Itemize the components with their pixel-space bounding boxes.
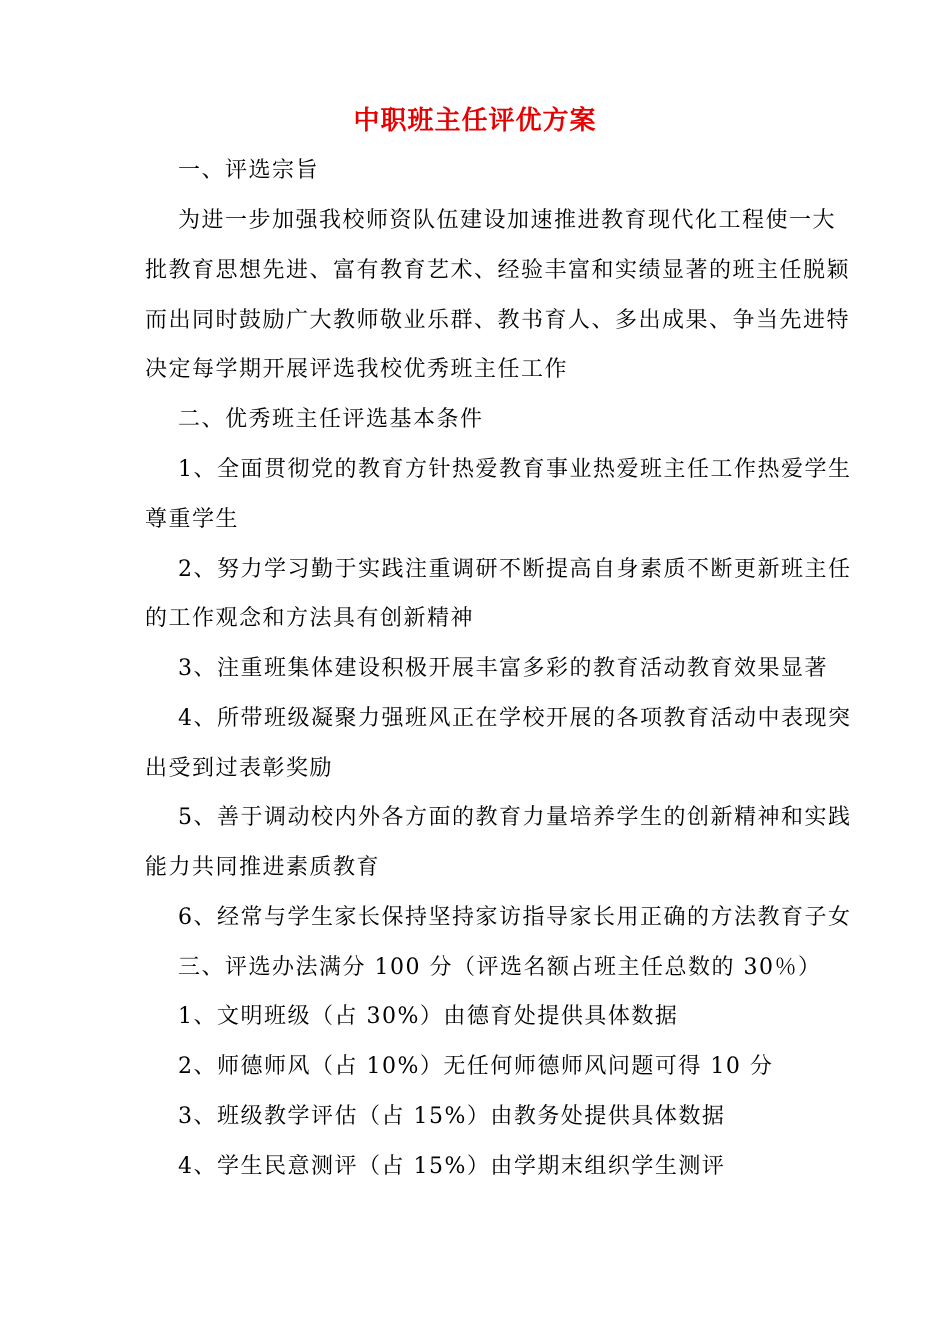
section-heading-method: 三、评选办法满分 100 分（评选名额占班主任总数的 30％） bbox=[178, 955, 822, 980]
list-item-line: 1、文明班级（占 30%）由德育处提供具体数据 bbox=[178, 1004, 679, 1029]
section-heading-conditions: 二、优秀班主任评选基本条件 bbox=[178, 407, 484, 432]
list-item-line: 2、努力学习勤于实践注重调研不断提高自身素质不断更新班主任 bbox=[178, 557, 852, 582]
section-heading-purpose: 一、评选宗旨 bbox=[178, 158, 320, 183]
paragraph-line: 而出同时鼓励广大教师敬业乐群、教书育人、多出成果、争当先进特 bbox=[145, 308, 851, 333]
list-item-line: 6、经常与学生家长保持坚持家访指导家长用正确的方法教育子女 bbox=[178, 905, 852, 930]
list-item-line: 的工作观念和方法具有创新精神 bbox=[145, 606, 475, 631]
list-item-line: 3、班级教学评估（占 15%）由教务处提供具体数据 bbox=[178, 1104, 726, 1129]
paragraph-line: 决定每学期开展评选我校优秀班主任工作 bbox=[145, 357, 569, 382]
paragraph-line: 为进一步加强我校师资队伍建设加速推进教育现代化工程使一大 bbox=[178, 208, 837, 233]
list-item-line: 2、师德师风（占 10%）无任何师德师风问题可得 10 分 bbox=[178, 1054, 774, 1079]
list-item-line: 能力共同推进素质教育 bbox=[145, 855, 381, 880]
list-item-line: 出受到过表彰奖励 bbox=[145, 756, 334, 781]
list-item-line: 3、注重班集体建设积极开展丰富多彩的教育活动教育效果显著 bbox=[178, 656, 828, 681]
list-item-line: 4、所带班级凝聚力强班风正在学校开展的各项教育活动中表现突 bbox=[178, 706, 852, 731]
paragraph-line: 批教育思想先进、富有教育艺术、经验丰富和实绩显著的班主任脱颖 bbox=[145, 258, 851, 283]
list-item-line: 4、学生民意测评（占 15%）由学期末组织学生测评 bbox=[178, 1154, 726, 1179]
document-title: 中职班主任评优方案 bbox=[353, 106, 597, 136]
list-item-line: 5、善于调动校内外各方面的教育力量培养学生的创新精神和实践 bbox=[178, 805, 852, 830]
list-item-line: 尊重学生 bbox=[145, 507, 240, 532]
list-item-line: 1、全面贯彻党的教育方针热爱教育事业热爱班主任工作热爱学生 bbox=[178, 457, 852, 482]
